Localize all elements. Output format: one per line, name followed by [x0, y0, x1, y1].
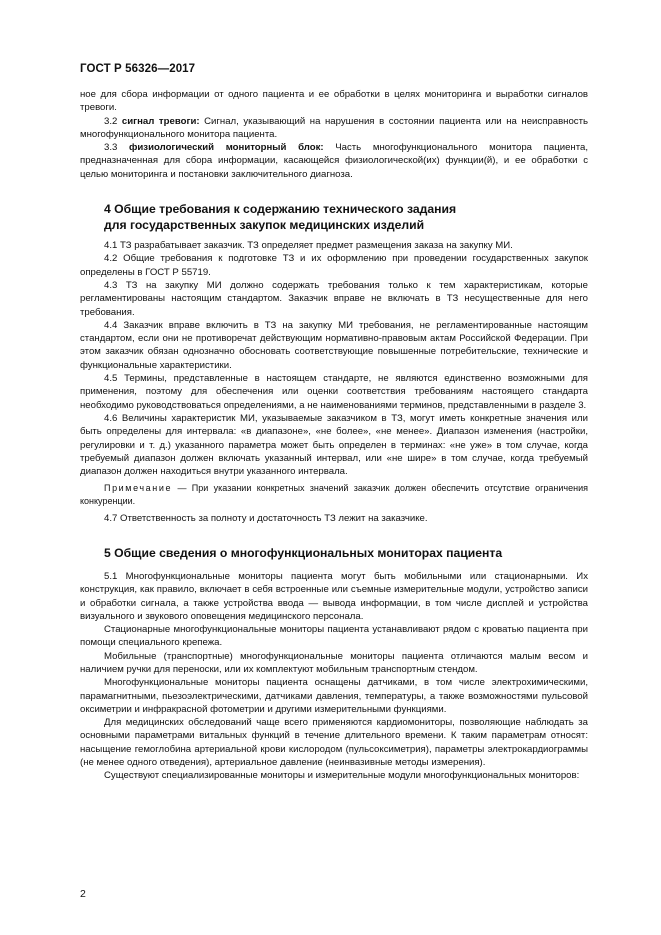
paragraph-specialized: Существуют специализированные мониторы и измерительные модули многофункциональных мониторов: — [104, 770, 580, 782]
paragraph-sensors: Многофункциональные мониторы пациента оснащены датчиками, в том числе электрохимическими, парамагнитными, пьезоэлектрическими, датчиками давления, температуры, а также возможностями пульсовой оксиметрии и инфракрасной фотометрии и другими измерительными функциями. — [80, 677, 588, 715]
definition-term: физиологический мониторный блок: — [129, 142, 324, 154]
paragraph-mobile: Мобильные (транспортные) многофункциональные мониторы пациента отличаются малым весом и наличием ручки для переноски, или их комплектуют мобильным транспортным стендом. — [80, 650, 588, 675]
paragraph-stationary: Стационарные многофункциональные мониторы пациента устанавливают рядом с кроватью пациента при помощи специального крепежа. — [80, 624, 588, 649]
definition-text: Сигнал, указывающий на нарушения в состоянии пациента или на неисправность многофункционального монитора пациента. — [80, 115, 588, 140]
paragraph-4-4: 4.4 Заказчик вправе включить в ТЗ на закупку МИ требования, не регламентированные настоящим стандартом, если они не противоречат действующим нормативно-правовым актам Российской Федерации. При этом заказчик обязан однозначно обосновать соответствующие повышенные потребительские, технические и функциональные характеристики. — [80, 319, 588, 371]
definition-term: сигнал тревоги: — [121, 115, 200, 127]
definition-number: 3.2 — [104, 115, 122, 127]
definition-number: 3.3 — [104, 142, 130, 154]
definition-3-2 — [80, 115, 588, 142]
paragraph-4-2: 4.2 Общие требования к подготовке ТЗ и их оформлению при проведении государственных закупок определены в ГОСТ Р 55719. — [80, 253, 588, 278]
note-label: Примечание — [104, 483, 173, 494]
definition-3-3 — [80, 141, 588, 181]
section-5-heading: 5 Общие сведения о многофункциональных мониторах пациента — [104, 545, 503, 560]
document-body — [80, 88, 588, 783]
paragraph-4-5: 4.5 Термины, представленные в настоящем стандарте, не являются единственно возможными для применения, поэтому для обеспечения или оценки соответствия требованиям настоящего стандарта необходимо руководствоваться определениями, а не наименованиями терминов, представленными в разделе 3. — [80, 373, 588, 411]
paragraph-5-1: 5.1 Многофункциональные мониторы пациента могут быть мобильными или стационарными. Их конструкция, как правило, включает в себя встроенные или съемные измерительные модули, устройство записи и обработки сигнала, а также устройства ввода — вывода информации, в том числе дисплей и устройства визуального и звукового оповещения медицинского персонала. — [80, 570, 588, 622]
definition-continuation: ное для сбора информации от одного пациента и ее обработки в целях мониторинга и выработки сигналов тревоги. — [80, 89, 588, 114]
section-4-heading — [80, 201, 588, 233]
note — [80, 482, 588, 507]
definition-text: Часть многофункционального монитора пациента, предназначенная для сбора информации, касающейся физиологической(их) функции(й), и ее обработки с целью мониторинга и постановки заключительного диагноза. — [80, 142, 588, 180]
page-number: 2 — [80, 888, 86, 900]
paragraph-4-7: 4.7 Ответственность за полноту и достаточность ТЗ лежит на заказчике. — [104, 512, 428, 524]
paragraph-4-1: 4.1 ТЗ разрабатывает заказчик. ТЗ определяет предмет размещения заказа на закупку МИ. — [104, 240, 513, 252]
paragraph-4-3: 4.3 ТЗ на закупку МИ должно содержать требования только к тем характеристикам, которые регламентированы настоящим стандартом. Заказчик вправе не включать в ТЗ несущественные для него требования. — [80, 279, 588, 318]
document-code-header: ГОСТ Р 56326—2017 — [80, 63, 196, 75]
section-4-heading-line1: 4 Общие требования к содержанию технического задания — [104, 202, 457, 217]
paragraph-cardiomonitors: Для медицинских обследований чаще всего применяются кардиомониторы, позволяющие наблюдать за основными параметрами витальных функций в течение длительного времени. К таким параметрам относят: насыщение гемоглобина артериальной крови кислородом (пульсоксиметрия), параметры электрокардиограммы (не менее одного отведения), артериальное давление (неинвазивные методы измерения). — [80, 717, 588, 769]
section-4-heading-line2: для государственных закупок медицинских изделий — [104, 218, 425, 233]
note-text: — При указании конкретных значений заказчик должен обеспечить отсутствие ограничения конкуренции. — [80, 483, 588, 507]
paragraph-4-6: 4.6 Величины характеристик МИ, указываемые заказчиком в ТЗ, могут иметь конкретные значения или быть определены для интервала: «в диапазоне», «не более», «не менее». Диапазон изменения (настройки, регулировки и т. д.) указанного параметра может быть определен в терминах: «не уже» в том случае, когда требуемый диапазон должен включать указанный интервал, или «не шире» в том случае, когда требуемый диапазон должен находиться внутри указанного интервала. — [80, 412, 588, 478]
